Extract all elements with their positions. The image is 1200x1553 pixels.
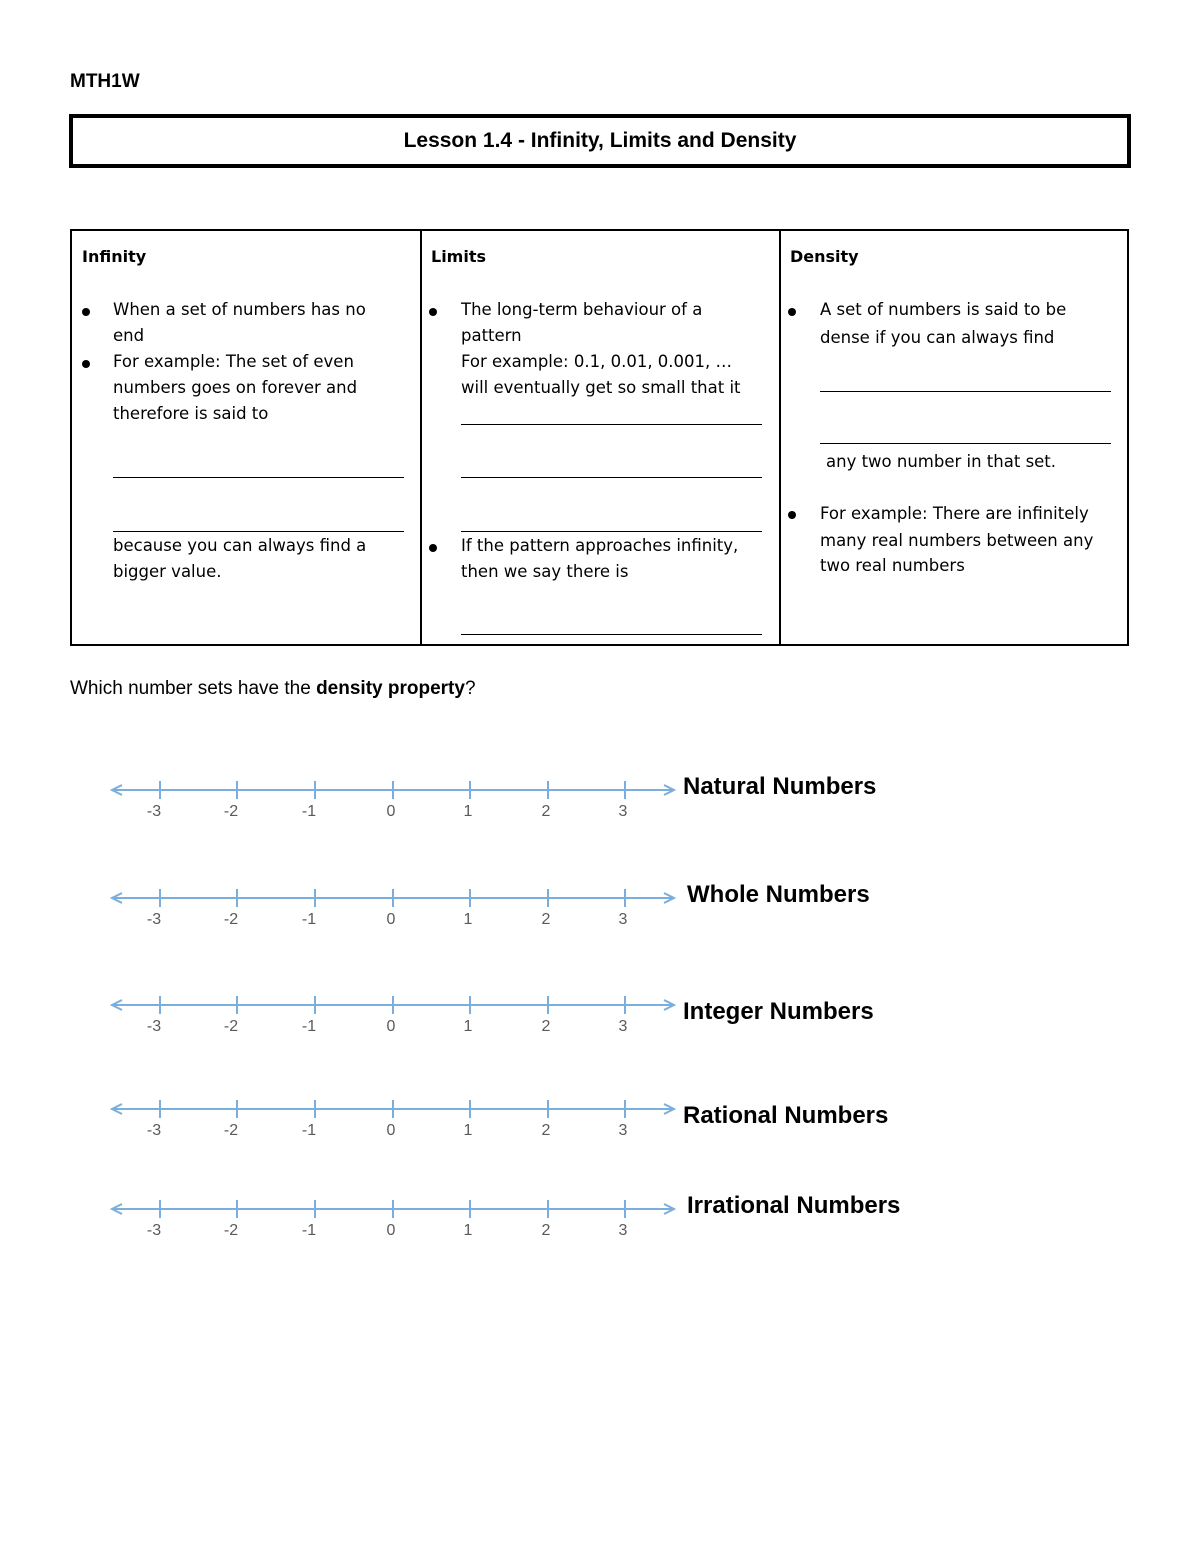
concepts-table xyxy=(70,229,1129,646)
number-line-tick-label: 1 xyxy=(463,1122,473,1139)
answer-blank[interactable] xyxy=(820,391,1111,392)
number-line xyxy=(112,889,674,928)
number-line-tick-label: -2 xyxy=(223,911,239,928)
number-line xyxy=(112,1200,674,1239)
infinity-text: numbers goes on forever and xyxy=(113,378,358,397)
density-text: many real numbers between any xyxy=(820,531,1094,550)
question-bold-text: density property xyxy=(316,678,465,699)
number-line-tick-label: 3 xyxy=(618,803,628,820)
number-line-label-whole: Whole Numbers xyxy=(687,881,870,908)
bullet-icon xyxy=(429,544,437,552)
number-line-tick-label: -3 xyxy=(146,1222,162,1239)
number-line-tick-label: 1 xyxy=(463,911,473,928)
number-line-tick-label: 2 xyxy=(541,1018,551,1035)
answer-blank[interactable] xyxy=(820,443,1111,444)
infinity-text: because you can always find a xyxy=(113,536,367,555)
density-question xyxy=(70,678,476,700)
arrow-left-icon xyxy=(112,1104,122,1114)
number-line-tick-label: 1 xyxy=(463,1018,473,1035)
number-line-tick-label: 3 xyxy=(618,1222,628,1239)
limits-text: will eventually get so small that it xyxy=(461,378,741,397)
limits-column xyxy=(420,231,779,644)
limits-text: then we say there is xyxy=(461,562,629,581)
number-line-tick-label: -1 xyxy=(301,1122,317,1139)
answer-blank[interactable] xyxy=(113,531,404,532)
density-column xyxy=(779,231,1127,644)
number-line-tick-label: 2 xyxy=(541,1222,551,1239)
bullet-icon xyxy=(429,308,437,316)
number-line-tick-label: 0 xyxy=(386,803,396,820)
infinity-text: For example: The set of even xyxy=(113,352,354,371)
limits-heading: Limits xyxy=(431,247,487,266)
arrow-left-icon xyxy=(112,1204,122,1214)
density-text: For example: There are infinitely xyxy=(820,504,1089,523)
number-line-tick-label: -1 xyxy=(301,1018,317,1035)
limits-text: pattern xyxy=(461,326,522,345)
number-line-tick-label: -1 xyxy=(301,803,317,820)
number-line-label-integer: Integer Numbers xyxy=(683,998,874,1025)
number-line-tick-label: 3 xyxy=(618,911,628,928)
number-line xyxy=(112,781,674,820)
answer-blank[interactable] xyxy=(461,634,762,635)
limits-text: The long-term behaviour of a xyxy=(461,300,703,319)
infinity-text: therefore is said to xyxy=(113,404,269,423)
number-line-tick-label: 0 xyxy=(386,1122,396,1139)
number-line xyxy=(112,996,674,1035)
density-text: dense if you can always find xyxy=(820,328,1055,347)
infinity-text: end xyxy=(113,326,145,345)
bullet-icon xyxy=(788,511,796,519)
number-line-tick-label: -2 xyxy=(223,1222,239,1239)
arrow-right-icon xyxy=(664,1104,674,1114)
number-line-tick-label: 0 xyxy=(386,1018,396,1035)
answer-blank[interactable] xyxy=(461,531,762,532)
number-line-tick-label: 2 xyxy=(541,911,551,928)
number-line-tick-label: -3 xyxy=(146,1122,162,1139)
question-text: ? xyxy=(464,678,476,699)
infinity-text: When a set of numbers has no xyxy=(113,300,366,319)
course-code: MTH1W xyxy=(70,71,140,92)
density-heading: Density xyxy=(790,247,859,266)
bullet-icon xyxy=(788,308,796,316)
arrow-left-icon xyxy=(112,785,122,795)
number-line-label-natural: Natural Numbers xyxy=(683,773,877,800)
number-line-tick-label: 0 xyxy=(386,911,396,928)
number-line-tick-label: 1 xyxy=(463,803,473,820)
number-line-label-irrational: Irrational Numbers xyxy=(687,1192,901,1219)
bullet-icon xyxy=(82,360,90,368)
number-line-tick-label: 1 xyxy=(463,1222,473,1239)
lesson-title-box xyxy=(69,114,1131,168)
arrow-left-icon xyxy=(112,1000,122,1010)
number-line-tick-label: 2 xyxy=(541,803,551,820)
density-text: A set of numbers is said to be xyxy=(820,300,1067,319)
limits-text: For example: 0.1, 0.01, 0.001, … xyxy=(461,352,733,371)
number-line-label-rational: Rational Numbers xyxy=(683,1102,889,1129)
infinity-text: bigger value. xyxy=(113,562,222,581)
answer-blank[interactable] xyxy=(461,477,762,478)
arrow-left-icon xyxy=(112,893,122,903)
arrow-right-icon xyxy=(664,1204,674,1214)
infinity-heading: Infinity xyxy=(82,247,147,266)
number-line-tick-label: -1 xyxy=(301,911,317,928)
number-line-tick-label: -2 xyxy=(223,803,239,820)
number-line-tick-label: -3 xyxy=(146,911,162,928)
number-line-tick-label: 0 xyxy=(386,1222,396,1239)
number-line-tick-label: -3 xyxy=(146,1018,162,1035)
answer-blank[interactable] xyxy=(113,477,404,478)
answer-blank[interactable] xyxy=(461,424,762,425)
arrow-right-icon xyxy=(664,893,674,903)
infinity-column xyxy=(72,231,420,644)
arrow-right-icon xyxy=(664,1000,674,1010)
number-line xyxy=(112,1100,674,1139)
lesson-title: Lesson 1.4 - Infinity, Limits and Density xyxy=(403,129,797,152)
number-line-tick-label: -3 xyxy=(146,803,162,820)
density-text: two real numbers xyxy=(820,556,965,575)
arrow-right-icon xyxy=(664,785,674,795)
limits-text: If the pattern approaches infinity, xyxy=(461,536,739,555)
number-line-tick-label: -2 xyxy=(223,1122,239,1139)
number-line-tick-label: 2 xyxy=(541,1122,551,1139)
number-line-tick-label: -2 xyxy=(223,1018,239,1035)
bullet-icon xyxy=(82,308,90,316)
number-line-tick-label: -1 xyxy=(301,1222,317,1239)
question-text: Which number sets have the xyxy=(70,678,317,699)
density-text: any two number in that set. xyxy=(826,452,1057,471)
number-line-tick-label: 3 xyxy=(618,1018,628,1035)
number-line-tick-label: 3 xyxy=(618,1122,628,1139)
